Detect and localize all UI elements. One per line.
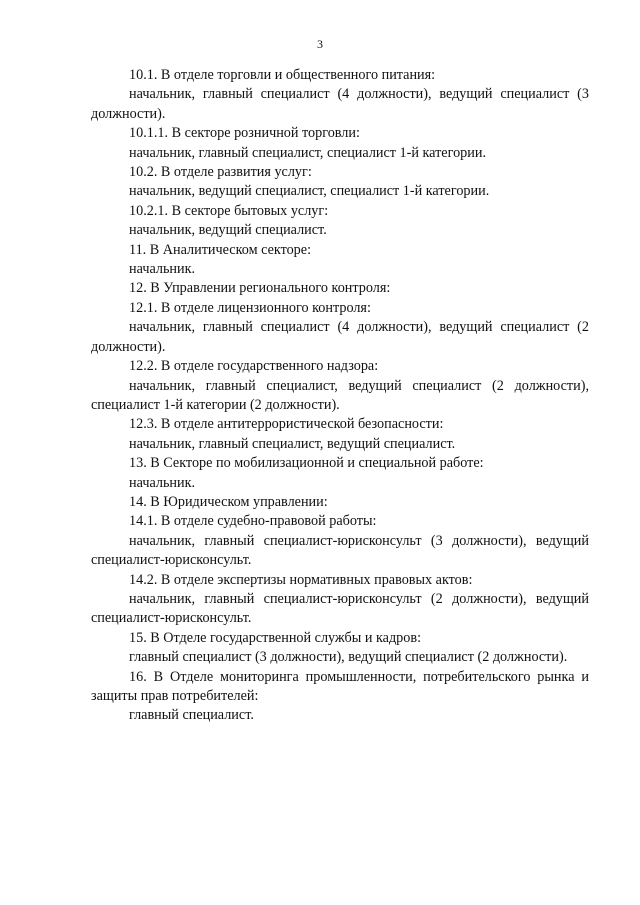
paragraph-14: 12.2. В отделе государственного надзора: [129,358,379,375]
paragraph-4: начальник, главный специалист, специалист 1-й категории. [129,144,486,161]
paragraph-2: начальник, главный специалист (4 должности), ведущий специалист (3 должности). [91,86,589,122]
paragraph-1: 10.1. В отделе торговли и общественного питания: [129,67,436,83]
paragraph-13: начальник, главный специалист (4 должности), ведущий специалист (2 должности). [91,319,589,355]
paragraph-25: 15. В Отделе государственной службы и кадров: [129,629,422,646]
paragraph-19: начальник. [129,474,196,491]
paragraph-9: 11. В Аналитическом секторе: [129,241,312,258]
paragraph-26: главный специалист (3 должности), ведущий специалист (2 должности). [129,649,568,666]
paragraph-28: главный специалист. [129,707,254,724]
paragraph-8: начальник, ведущий специалист. [129,222,327,239]
paragraph-27: 16. В Отделе мониторинга промышленности, потребительского рынка и защиты прав потребителей: [91,668,589,704]
paragraph-12: 12.1. В отделе лицензионного контроля: [129,299,371,316]
paragraph-22: начальник, главный специалист-юрисконсульт (3 должности), ведущий специалист-юрисконсульт. [91,532,589,569]
paragraph-5: 10.2. В отделе развития услуг: [129,164,312,181]
paragraph-23: 14.2. В отделе экспертизы нормативных правовых актов: [129,571,473,588]
paragraph-16: 12.3. В отделе антитеррористической безопасности: [129,416,444,433]
paragraph-7: 10.2.1. В секторе бытовых услуг: [129,202,329,219]
paragraph-20: 14. В Юридическом управлении: [129,493,328,510]
paragraph-24: начальник, главный специалист-юрисконсульт (2 должности), ведущий специалист-юрисконсульт. [91,590,589,627]
document-body [91,66,589,726]
paragraph-11: 12. В Управлении регионального контроля: [129,280,391,297]
paragraph-17: начальник, главный специалист, ведущий специалист. [129,435,456,452]
paragraph-18: 13. В Секторе по мобилизационной и специальной работе: [129,455,484,472]
paragraph-15: начальник, главный специалист, ведущий специалист (2 должности), специалист 1-й категории (2 должности). [91,377,589,413]
page-number: 3 [317,37,323,51]
paragraph-10: начальник. [129,261,196,278]
paragraph-3: 10.1.1. В секторе розничной торговли: [129,125,360,142]
paragraph-6: начальник, ведущий специалист, специалист 1-й категории. [129,183,490,200]
paragraph-21: 14.1. В отделе судебно-правовой работы: [129,513,377,530]
